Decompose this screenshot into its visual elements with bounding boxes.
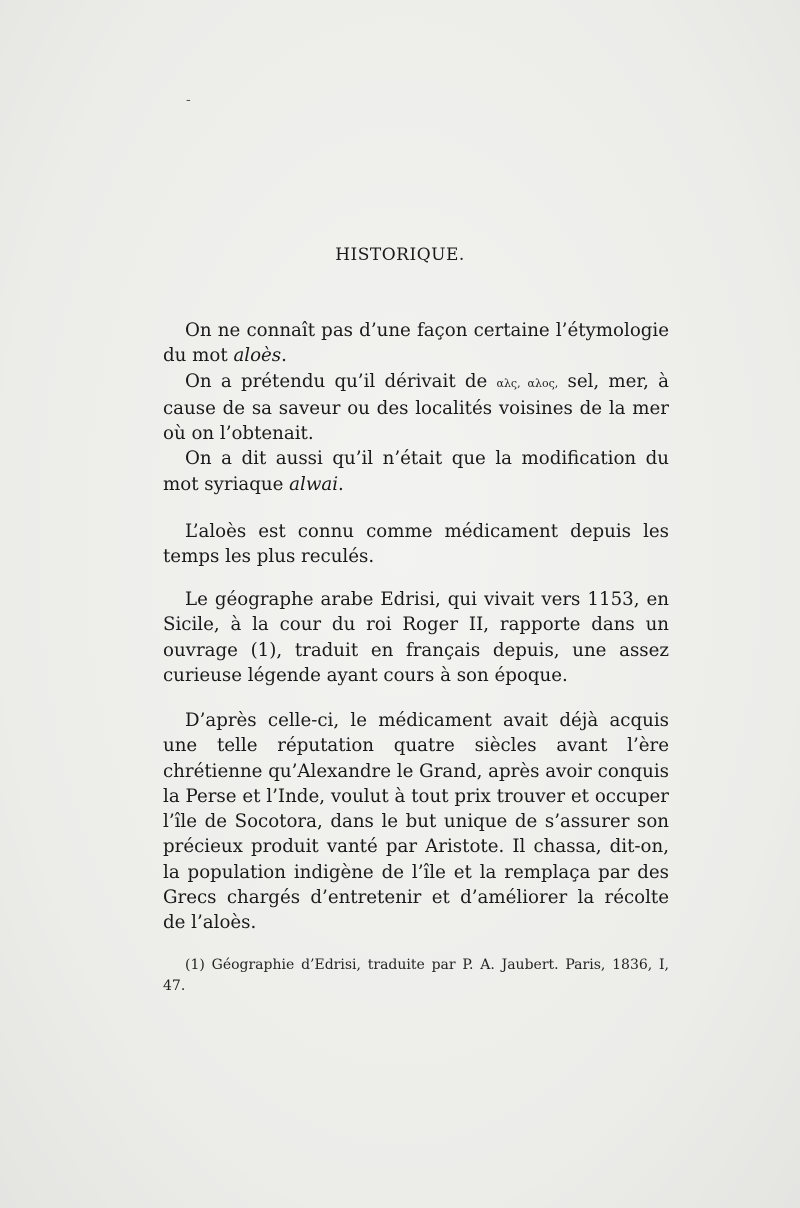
paragraph-4: L’aloès est connu comme médicament depuis les temps les plus reculés. (163, 521, 669, 568)
paragraph-2-lead: On a prétendu qu’il dérivait de (185, 370, 497, 392)
paragraph-2-greek: αλς, αλος, (496, 376, 559, 390)
paragraph-1-term: aloès (233, 345, 282, 367)
paragraph-3-term: alwai (289, 473, 339, 495)
paragraph-5: Le géographe arabe Edrisi, qui vivait vers 1153, en Sicile, à la cour du roi Roger II, rapporte dans un ouvrage (1), traduit en français depuis, une assez curieuse légende ayant cours à son époque. (163, 589, 669, 686)
footnote-text: (1) Géographie d’Edrisi, traduite par P. A. Jaubert. Paris, 1836, I, 47. (163, 957, 669, 994)
paragraph-1-lead: On ne connaît pas d’une façon certaine l’étymologie du mot (163, 320, 669, 367)
paragraph-history (163, 519, 669, 570)
stray-mark: - (186, 92, 191, 108)
footnote (163, 955, 669, 997)
paragraph-6: D’après celle-ci, le médicament avait déjà acquis une telle réputation quatre siècles avant l’ère chrétienne qu’Alexandre le Grand, après avoir conquis la Perse et l’Inde, voulut à tout prix trouver et occuper l’île de Socotora, dans le but unique de s’assurer son précieux produit vanté par Aristote. Il chassa, dit-on, la population indigène de l’île et la remplaça par des Grecs chargés d’entretenir et d’améliorer la récolte de l’aloès. (163, 710, 669, 934)
paragraph-2-tail: sel, mer, à cause de sa saveur ou des localités voisines de la mer où on l’obtenait. (163, 370, 669, 445)
paragraph-3-lead: On a dit aussi qu’il n’était que la modification du mot syriaque (163, 448, 669, 495)
page-title: HISTORIQUE. (335, 245, 465, 265)
paragraph-1-tail: . (281, 345, 287, 367)
paragraph-edrisi (163, 587, 669, 688)
paragraph-3-tail: . (338, 473, 344, 495)
paragraph-alexander (163, 708, 669, 936)
paragraph-etymology (163, 318, 669, 497)
